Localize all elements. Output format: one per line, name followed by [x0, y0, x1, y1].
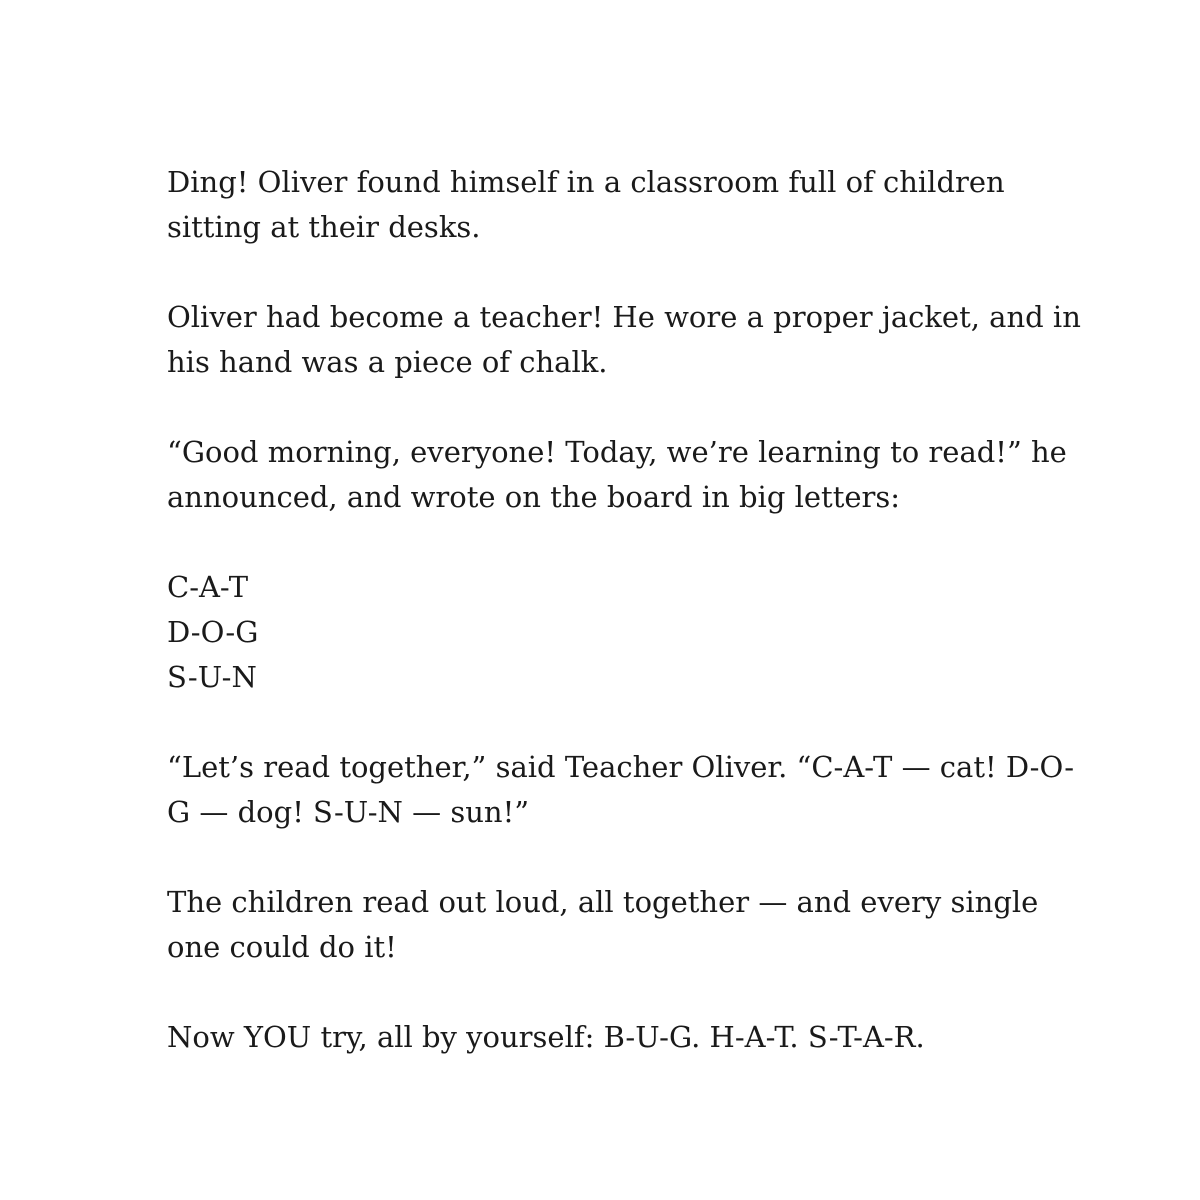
paragraph-teacher: Oliver had become a teacher! He wore a proper jacket, and in his hand was a piece of chalk.	[167, 300, 1081, 379]
board-word: S-U-N	[167, 660, 257, 694]
paragraph-children-read: The children read out loud, all together — and every single one could do it!	[167, 885, 1039, 964]
board-word: D-O-G	[167, 615, 259, 649]
paragraph-greeting: “Good morning, everyone! Today, we’re learning to read!” he announced, and wrote on the board in big letters:	[167, 435, 1067, 514]
story-text	[167, 160, 1097, 1105]
board-word-list	[167, 565, 1097, 700]
board-word: C-A-T	[167, 570, 249, 604]
paragraph-arrival: Ding! Oliver found himself in a classroom full of children sitting at their desks.	[167, 165, 1005, 244]
paragraph-you-try: Now YOU try, all by yourself: B-U-G. H-A-T. S-T-A-R.	[167, 1020, 925, 1054]
paragraph-read-together: “Let’s read together,” said Teacher Oliver. “C-A-T — cat! D-O-G — dog! S-U-N — sun!”	[167, 750, 1075, 829]
